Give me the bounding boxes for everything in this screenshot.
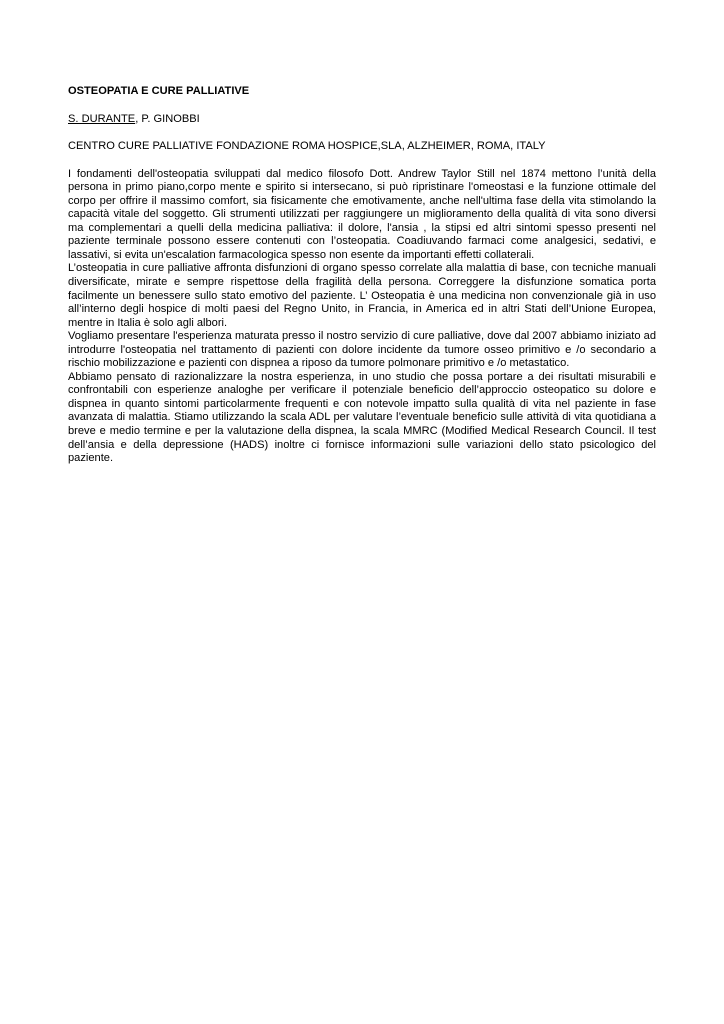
document-page bbox=[68, 85, 656, 466]
co-author: P. GINOBBI bbox=[141, 112, 200, 125]
paragraph: Vogliamo presentare l'esperienza maturata presso il nostro servizio di cure palliative, dove dal 2007 abbiamo iniziato ad introdurre l'osteopatia nel trattamento di pazienti con dolore incidente da tumore osseo primitivo e /o secondario a rischio mobilizzazione e pazienti con dispnea a riposo da tumore polmonare primitivo e /o metastatico. bbox=[68, 330, 656, 370]
paragraph: Abbiamo pensato di razionalizzare la nostra esperienza, in uno studio che possa portare a dei risultati misurabili e confrontabili con esperienze analoghe per verificare il potenziale beneficio dell’approccio osteopatico su dolore e dispnea in quanto sintomi particolarmente frequenti e con notevole impatto sulla qualità di vita nel paziente in fase avanzata di malattia. Stiamo utilizzando la scala ADL per valutare l’eventuale beneficio sulle attività di vita quotidiana a breve e medio termine e per la valutazione della dispnea, la scala MMRC (Modified Medical Research Council. Il test dell’ansia e della depressione (HADS) inoltre ci fornisce informazioni sulle variazioni dello stato psicologico del paziente. bbox=[68, 370, 656, 465]
paragraph: L’osteopatia in cure palliative affronta disfunzioni di organo spesso correlate alla malattia di base, con tecniche manuali diversificate, mirate e sempre rispettose della fragilità della persona. Correggere la disfunzione somatica porta facilmente un benessere sullo stato emotivo del paziente. L’ Osteopatia è una medicina non convenzionale già in uso all’interno degli hospice di molti paesi del Regno Unito, in Francia, in America ed in altri Stati dell’Unione Europea, mentre in Italia è solo agli albori. bbox=[68, 262, 656, 329]
paragraph: I fondamenti dell'osteopatia sviluppati dal medico filosofo Dott. Andrew Taylor Still nel 1874 mettono l’unità della persona in primo piano,corpo mente e spirito si intersecano, si può ripristinare l'omeostasi e la funzione ottimale del corpo per offrire il massimo comfort, sia fisicamente che emotivamente, anche nell'ultima fase della vita stimolando la capacità vitale del soggetto. Gli strumenti utilizzati per raggiungere un miglioramento della qualità di vita sono diversi ma complementari a quelli della medicina palliativa: il dolore, l'ansia , la stipsi ed altri sintomi spesso presenti nel paziente terminale possono essere contenuti con l’osteopatia. Coadiuvando farmaci come analgesici, sedativi, e lassativi, si evita un'escalation farmacologica spesso non esente da importanti effetti collaterali. bbox=[68, 167, 656, 261]
author-line bbox=[68, 113, 656, 127]
affiliation: CENTRO CURE PALLIATIVE FONDAZIONE ROMA HOSPICE,SLA, ALZHEIMER, ROMA, ITALY bbox=[68, 140, 546, 153]
author-separator: , bbox=[135, 112, 142, 125]
presenting-author: S. DURANTE bbox=[68, 112, 136, 125]
document-title: OSTEOPATIA E CURE PALLIATIVE bbox=[68, 85, 250, 97]
abstract-body bbox=[68, 168, 656, 466]
